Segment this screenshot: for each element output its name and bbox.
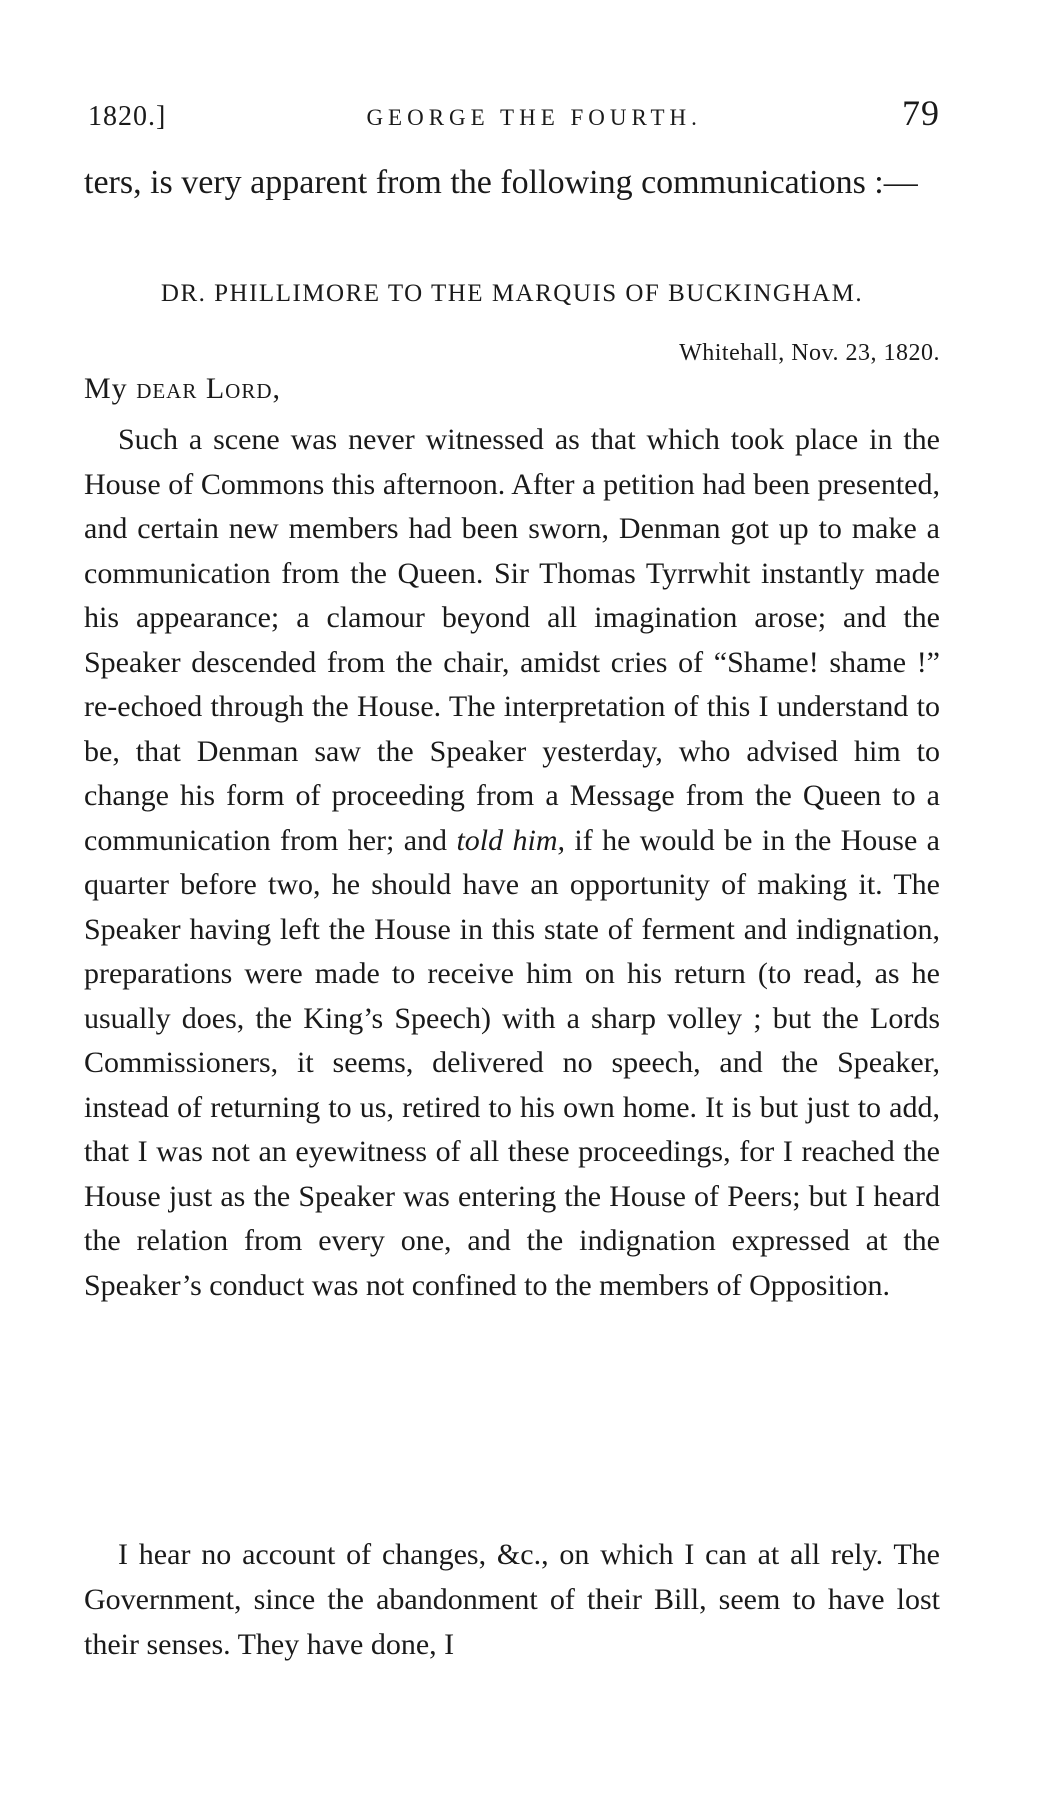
salutation-first-word: My xyxy=(84,372,128,405)
letter-dateline: Whitehall, Nov. 23, 1820. xyxy=(679,340,940,366)
letter-paragraph-1 xyxy=(84,418,940,1308)
letter-heading: DR. PHILLIMORE TO THE MARQUIS OF BUCKINGHAM. xyxy=(160,280,864,307)
salutation-rest: dear Lord, xyxy=(136,372,282,405)
paragraph-1-part-b: if he would be in the House a quarter before two, he should have an opportunity of making it. The Speaker having left the House in this state of ferment and indignation, preparations were made to receive him on his return (to read, as he usually does, the King’s Speech) with a sharp volley ; but the Lords Commissioners, it seems, delivered no speech, and the Speaker, instead of returning to us, retired to his own home. It is but just to add, that I was not an eyewitness of all these proceedings, for I reached the House just as the Speaker was entering the House of Peers; but I heard the relation from every one, and the indignation expressed at the Speaker’s conduct was not confined to the members of Opposition. xyxy=(84,823,940,1302)
running-head xyxy=(88,92,940,136)
intro-text: ters, is very apparent from the following communications :— xyxy=(84,164,918,201)
page-number: 79 xyxy=(902,93,940,133)
paragraph-1-italic: told him, xyxy=(456,823,565,857)
letter-paragraph-2: I hear no account of changes, &c., on which I can at all rely. The Government, since the abandonment of their Bill, seem to have lost their senses. They have done, I xyxy=(84,1538,940,1661)
paragraph-1-part-a: Such a scene was never witnessed as that which took place in the House of Commons this afternoon. After a petition had been presented, and certain new members had been sworn, Denman got up to make a communication from the Queen. Sir Thomas Tyrrwhit instantly made his appearance; a clamour beyond all imagination arose; and the Speaker descended from the chair, amidst cries of “Shame! shame !” re-echoed through the House. The interpretation of this I understand to be, that Denman saw the Speaker yesterday, who advised him to change his form of proceeding from a Message from the Queen to a communication from her; and xyxy=(84,423,940,857)
running-head-title: GEORGE THE FOURTH. xyxy=(366,105,702,130)
letter-salutation xyxy=(84,372,281,406)
running-head-year: 1820.] xyxy=(88,101,167,132)
